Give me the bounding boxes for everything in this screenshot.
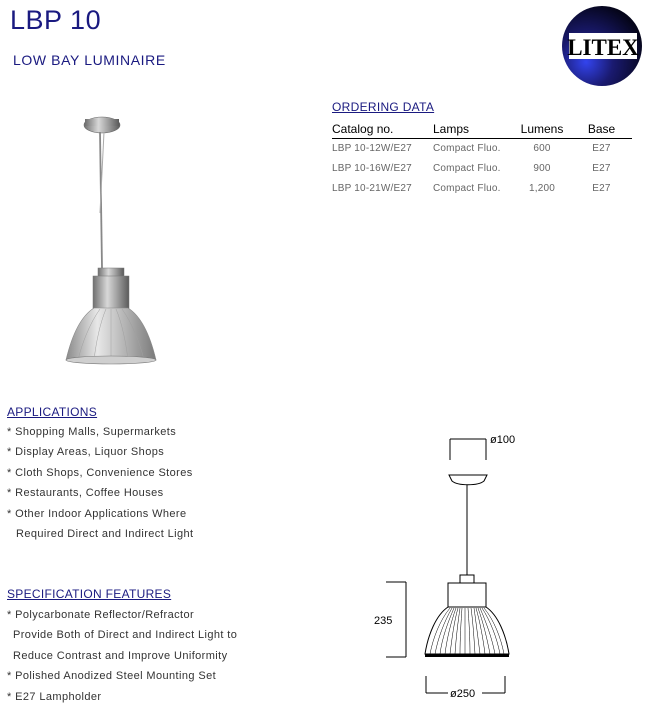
luminaire-photo: [60, 108, 170, 370]
base-cell: E27: [592, 183, 611, 194]
list-item: * Display Areas, Liquor Shops: [7, 446, 165, 459]
height-label: 235: [374, 615, 393, 627]
lumens-cell: 600: [533, 143, 551, 154]
dimension-drawing: [370, 430, 520, 705]
lamp-cell: Compact Fluo.: [433, 143, 501, 154]
logo-text: LITEX: [567, 35, 639, 60]
list-item: * Polycarbonate Reflector/Refractor: [7, 609, 195, 621]
table-row: [332, 159, 632, 179]
applications-heading: APPLICATIONS: [7, 405, 98, 419]
lumens-cell: 1,200: [528, 183, 556, 194]
column-header-catalog: Catalog no.: [332, 122, 394, 136]
lamp-cell: Compact Fluo.: [433, 163, 501, 174]
specification-heading: SPECIFICATION FEATURES: [7, 587, 172, 601]
list-item: Provide Both of Direct and Indirect Light to: [13, 629, 238, 642]
list-item: * Shopping Malls, Supermarkets: [7, 426, 177, 438]
column-header-lumens: Lumens: [520, 122, 564, 136]
table-row: [332, 139, 632, 159]
list-item: * Polished Anodized Steel Mounting Set: [7, 670, 217, 683]
lumens-cell: 900: [533, 163, 551, 174]
catalog-cell: LBP 10-12W/E27: [332, 143, 412, 154]
base-cell: E27: [592, 143, 611, 154]
litex-logo: [561, 5, 643, 87]
list-item: * Cloth Shops, Convenience Stores: [7, 466, 193, 479]
list-item: * E27 Lampholder: [7, 690, 102, 703]
catalog-cell: LBP 10-21W/E27: [332, 183, 412, 194]
lamp-cell: Compact Fluo.: [433, 183, 501, 194]
catalog-cell: LBP 10-16W/E27: [332, 163, 412, 174]
table-header-row: [332, 120, 632, 139]
bottom-diameter-label: ø250: [450, 688, 476, 700]
top-diameter-label: ø100: [490, 434, 516, 446]
list-item: * Restaurants, Coffee Houses: [7, 487, 164, 500]
list-item: Reduce Contrast and Improve Uniformity: [13, 649, 228, 662]
column-header-lamps: Lamps: [433, 122, 470, 136]
ordering-table: [332, 120, 632, 199]
ordering-data-heading: ORDERING DATA: [332, 100, 435, 114]
list-item: Required Direct and Indirect Light: [16, 527, 194, 540]
product-title: LBP 10: [10, 5, 102, 35]
column-header-base: Base: [587, 122, 616, 136]
specification-list: [7, 605, 237, 707]
product-subtitle: LOW BAY LUMINAIRE: [13, 52, 166, 68]
applications-list: [7, 422, 193, 544]
table-row: [332, 179, 632, 199]
base-cell: E27: [592, 163, 611, 174]
list-item: * Other Indoor Applications Where: [7, 507, 187, 520]
